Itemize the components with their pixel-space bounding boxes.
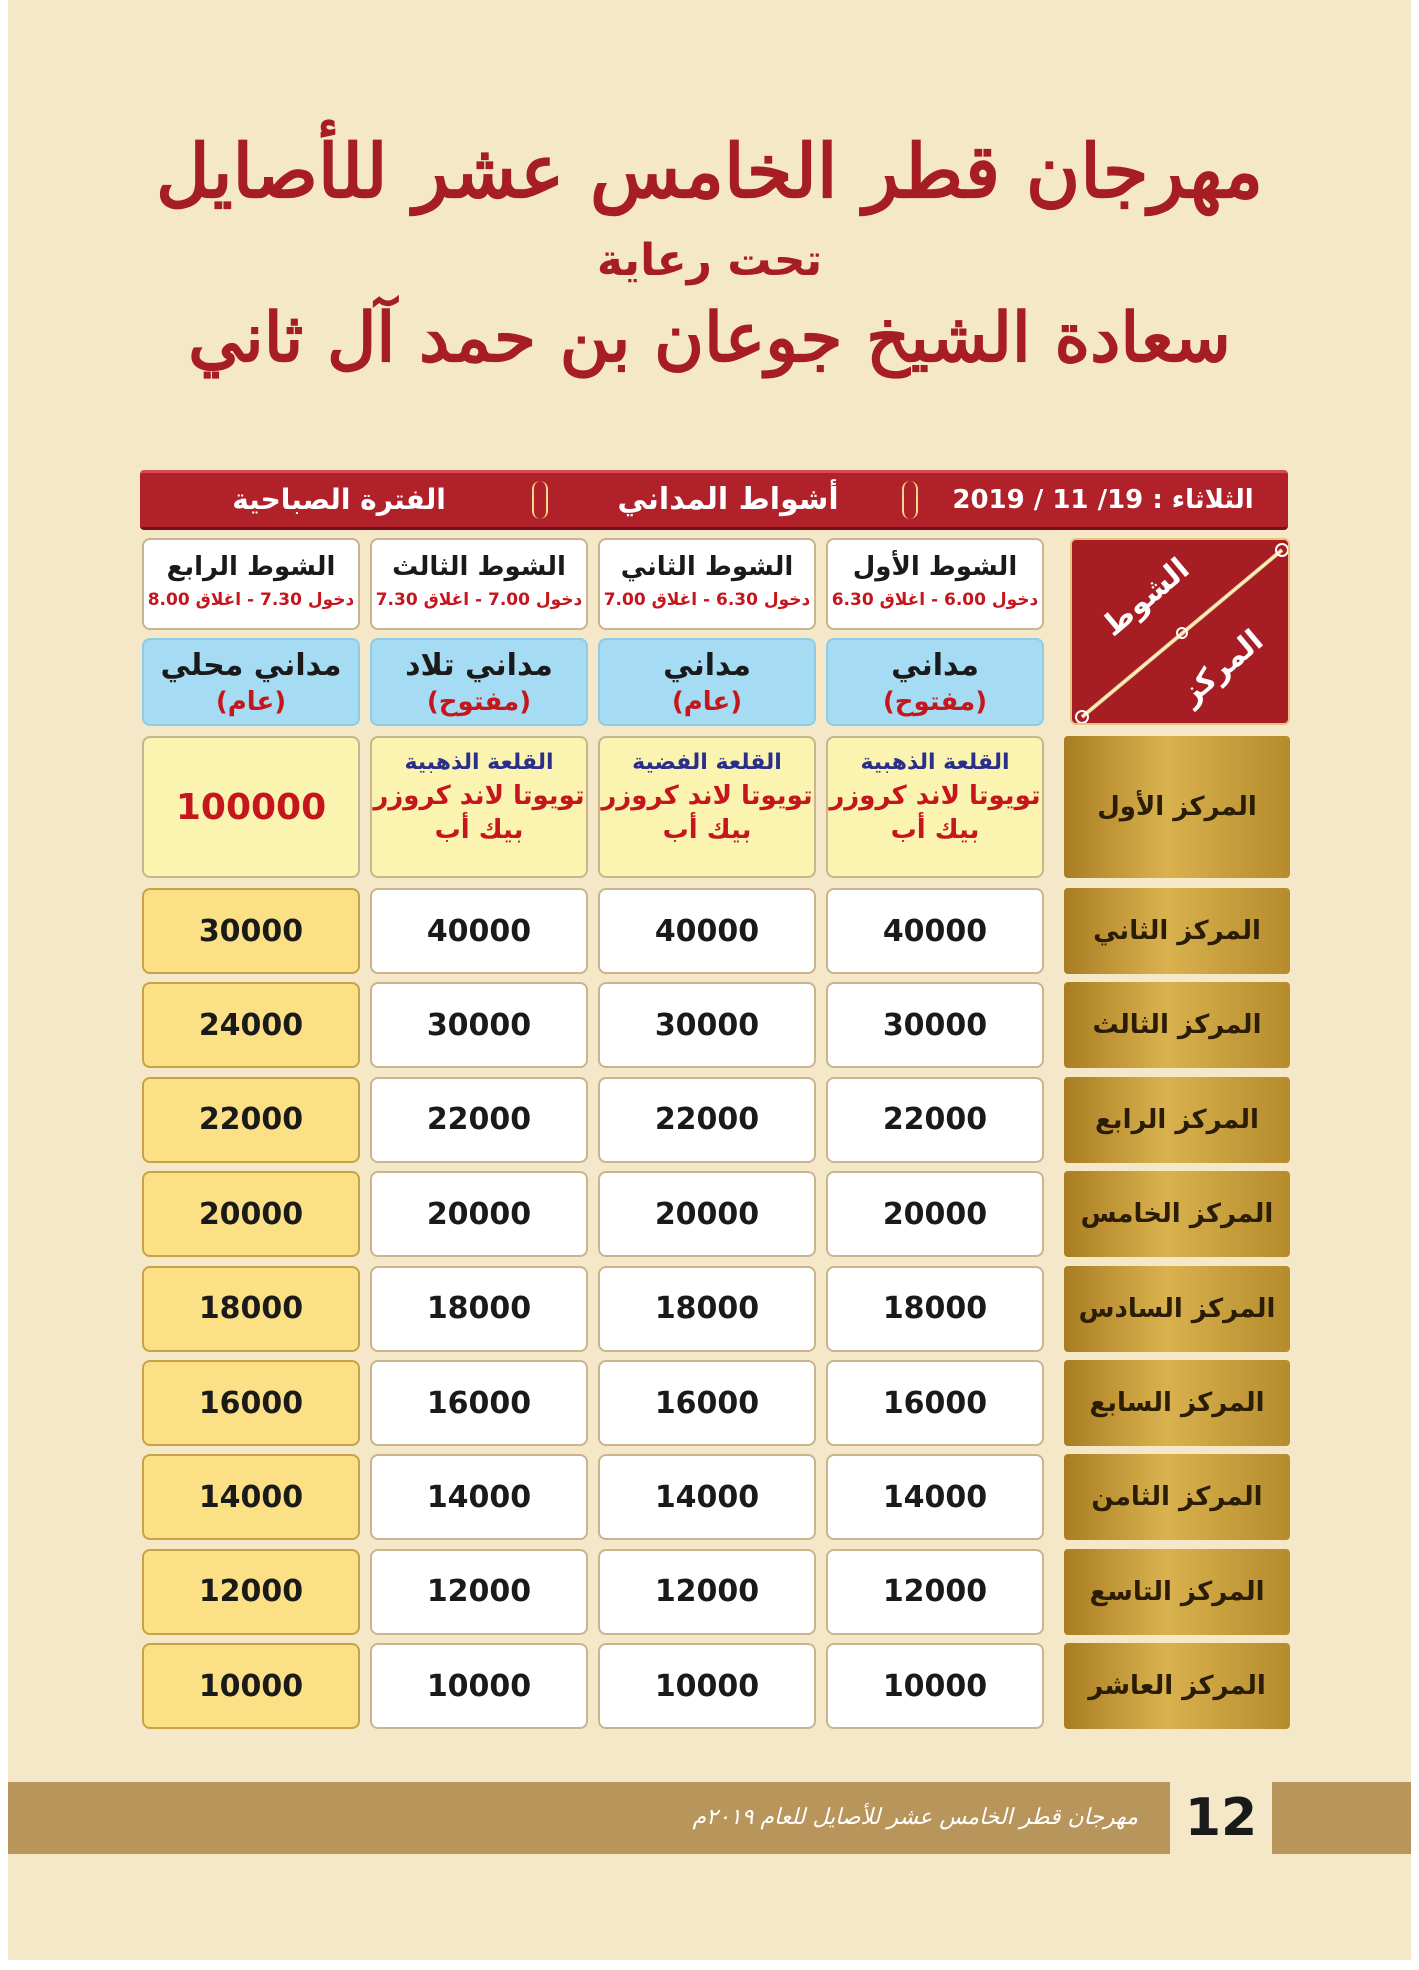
race-type (826, 638, 1044, 726)
trophy-name: القلعة الذهبية (404, 750, 554, 775)
rank-label (1064, 1171, 1290, 1257)
rank-label (1064, 1360, 1290, 1446)
corner-rank-label: المركز (1173, 623, 1271, 712)
car-prize: تويوتا لاند كروزر (829, 781, 1041, 811)
prize-cell: 16000 (826, 1360, 1044, 1446)
rank-label (1064, 1454, 1290, 1540)
first-place-prize: 100000 (142, 736, 360, 878)
patronage-label: تحت رعاية (596, 235, 823, 287)
footer-text: مهرجان قطر الخامس عشر للأصايل للعام ٢٠١٩م (692, 1805, 1138, 1830)
rank-label (1064, 888, 1290, 974)
prize-cell: 14000 (142, 1454, 360, 1540)
festival-title: مهرجان قطر الخامس عشر للأصايل (155, 129, 1264, 215)
heat-header (598, 538, 816, 630)
race-name: مداني (663, 648, 751, 683)
rank-label (1064, 1077, 1290, 1163)
prize-cell: 10000 (598, 1643, 816, 1729)
prize-cell: 14000 (598, 1454, 816, 1540)
prize-cell: 12000 (370, 1549, 588, 1635)
prize-cell: 20000 (598, 1171, 816, 1257)
car-variant: بيك أب (662, 815, 752, 845)
heat-title: الشوط الثالث (392, 552, 566, 582)
heat-title: الشوط الأول (852, 552, 1018, 582)
banner-category: أشواط المداني (617, 482, 839, 517)
heat-header (142, 538, 360, 630)
rank-text: المركز الثالث (1092, 1010, 1262, 1041)
car-prize: تويوتا لاند كروزر (601, 781, 813, 811)
car-prize: تويوتا لاند كروزر (373, 781, 585, 811)
prize-cell: 10000 (142, 1643, 360, 1729)
race-type (142, 638, 360, 726)
first-place-prize (370, 736, 588, 878)
rank-text: المركز التاسع (1089, 1576, 1265, 1607)
heat-header (826, 538, 1044, 630)
rank-text: المركز الأول (1097, 792, 1257, 822)
heat-title: الشوط الرابع (166, 552, 336, 582)
rank-label (1064, 1549, 1290, 1635)
prize-cell: 22000 (370, 1077, 588, 1163)
prize-cell: 40000 (598, 888, 816, 974)
car-variant: بيك أب (434, 815, 524, 845)
prize-cell: 24000 (142, 982, 360, 1068)
prize-cell: 14000 (826, 1454, 1044, 1540)
race-subtype: (عام) (671, 687, 743, 717)
heat-header (370, 538, 588, 630)
banner-date: الثلاثاء : 19/ 11 / 2019 (952, 485, 1254, 515)
prize-cell: 30000 (598, 982, 816, 1068)
prize-cell: 22000 (826, 1077, 1044, 1163)
table-corner-header (1070, 538, 1290, 725)
race-subtype: (مفتوح) (882, 687, 988, 717)
rank-text: المركز الرابع (1095, 1104, 1259, 1135)
rank-text: المركز الثاني (1093, 916, 1261, 946)
heat-time: دخول 7.30 - اغلاق 8.00 (147, 590, 355, 610)
title-block (8, 130, 1411, 380)
car-variant: بيك أب (890, 815, 980, 845)
schedule-banner (140, 470, 1288, 530)
patron-name: سعادة الشيخ جوعان بن حمد آل ثاني (188, 298, 1231, 379)
prize-cell: 10000 (826, 1643, 1044, 1729)
heat-time: دخول 6.30 - اغلاق 7.00 (603, 590, 811, 610)
rank-text: المركز الثامن (1091, 1482, 1263, 1513)
prize-cell: 12000 (142, 1549, 360, 1635)
prize-cell: 12000 (598, 1549, 816, 1635)
first-place-prize (826, 736, 1044, 878)
heat-title: الشوط الثاني (620, 552, 794, 582)
first-place-prize (598, 736, 816, 878)
prize-cell: 20000 (142, 1171, 360, 1257)
race-name: مداني محلي (160, 648, 342, 683)
prize-cell: 12000 (826, 1549, 1044, 1635)
corner-heat-label: الشوط (1095, 551, 1197, 644)
trophy-name: القلعة الذهبية (860, 750, 1010, 775)
rank-label (1064, 982, 1290, 1068)
rank-label (1064, 1266, 1290, 1352)
prize-cell: 18000 (370, 1266, 588, 1352)
prize-cell: 40000 (370, 888, 588, 974)
page-number-box (1170, 1776, 1272, 1860)
prize-cell: 16000 (598, 1360, 816, 1446)
prize-cell: 16000 (370, 1360, 588, 1446)
race-name: مداني تلاد (405, 648, 553, 683)
prize-cell: 18000 (142, 1266, 360, 1352)
trophy-name: القلعة الفضية (632, 750, 782, 775)
page (8, 0, 1411, 1960)
rank-text: المركز الخامس (1080, 1199, 1274, 1230)
prize-cell: 18000 (826, 1266, 1044, 1352)
race-name: مداني (891, 648, 979, 683)
prize-cell: 30000 (370, 982, 588, 1068)
prize-cell: 30000 (826, 982, 1044, 1068)
race-type (370, 638, 588, 726)
banner-period: الفترة الصباحية (232, 483, 446, 516)
prize-cell: 40000 (826, 888, 1044, 974)
prize-cell: 16000 (142, 1360, 360, 1446)
rank-label (1064, 1643, 1290, 1729)
rank-label (1064, 736, 1290, 878)
rank-text: المركز السابع (1089, 1388, 1265, 1418)
rank-text: المركز العاشر (1088, 1671, 1266, 1702)
prize-cell: 14000 (370, 1454, 588, 1540)
race-type (598, 638, 816, 726)
prize-cell: 20000 (370, 1171, 588, 1257)
prize-cell: 18000 (598, 1266, 816, 1352)
race-subtype: (مفتوح) (426, 687, 532, 717)
prize-cell: 20000 (826, 1171, 1044, 1257)
prize-cell: 22000 (598, 1077, 816, 1163)
prize-cell: 30000 (142, 888, 360, 974)
heat-time: دخول 6.00 - اغلاق 6.30 (831, 590, 1039, 610)
heat-time: دخول 7.00 - اغلاق 7.30 (375, 590, 583, 610)
prize-cell: 10000 (370, 1643, 588, 1729)
prize-cell: 22000 (142, 1077, 360, 1163)
rank-text: المركز السادس (1078, 1293, 1276, 1324)
race-subtype: (عام) (215, 687, 287, 717)
page-number: 12 (1184, 1788, 1258, 1848)
